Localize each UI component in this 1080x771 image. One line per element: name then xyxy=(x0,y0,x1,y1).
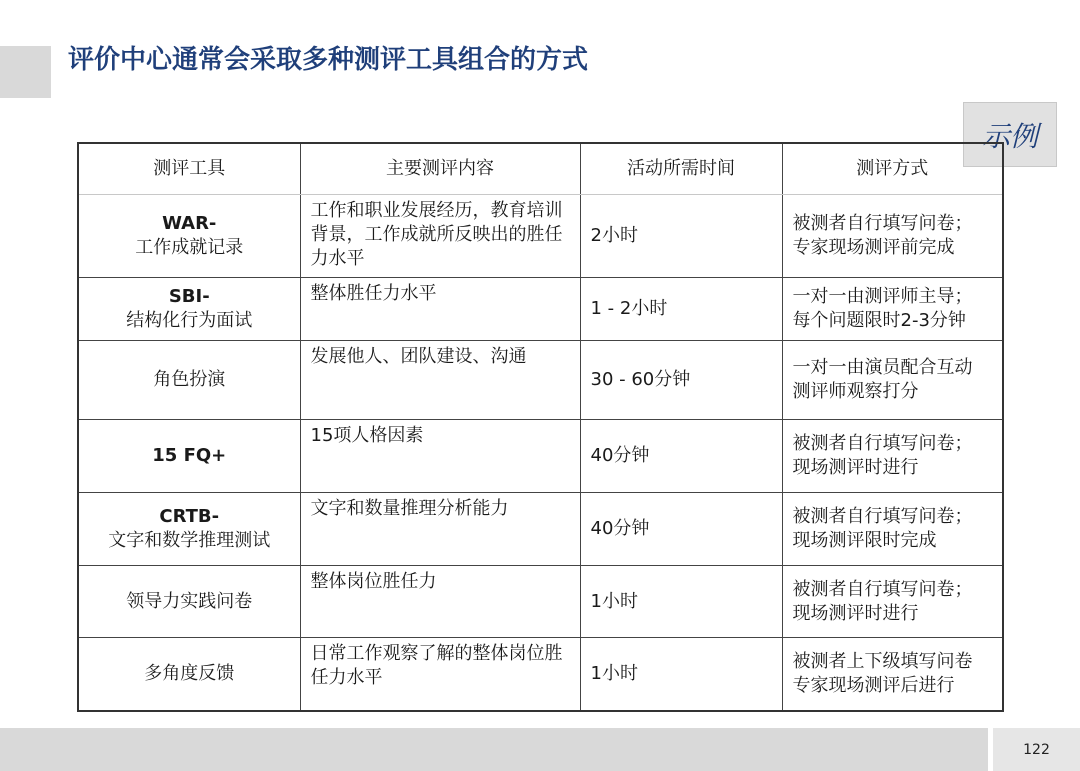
method-line: 专家现场测评前完成 xyxy=(792,237,955,258)
tool-cell xyxy=(78,420,300,493)
method-line: 一对一由演员配合互动 xyxy=(792,357,973,378)
content-cell: 工作和职业发展经历，教育培训背景，工作成就所反映出的胜任力水平 xyxy=(300,195,580,278)
method-line: 现场测评时进行 xyxy=(792,457,919,478)
tool-name: CRTB- xyxy=(159,506,220,527)
table-row xyxy=(78,420,1003,493)
tool-name-detail: 文字和数学推理测试 xyxy=(108,530,271,551)
method-cell xyxy=(782,638,1003,711)
tool-name: SBI- xyxy=(168,286,210,307)
table-row xyxy=(78,493,1003,566)
header-tool: 测评工具 xyxy=(78,143,300,195)
method-line: 测评师观察打分 xyxy=(792,381,919,402)
assessment-tools-table xyxy=(77,142,1004,712)
tool-name: WAR- xyxy=(162,213,217,234)
header-time: 活动所需时间 xyxy=(580,143,782,195)
tool-cell xyxy=(78,566,300,638)
content-cell: 整体岗位胜任力 xyxy=(300,566,580,638)
time-cell: 1小时 xyxy=(580,638,782,711)
method-line: 一对一由测评师主导； xyxy=(792,286,973,307)
time-cell: 40分钟 xyxy=(580,420,782,493)
tool-cell xyxy=(78,638,300,711)
header-content: 主要测评内容 xyxy=(300,143,580,195)
method-line: 被测者自行填写问卷； xyxy=(792,578,973,600)
content-cell: 15项人格因素 xyxy=(300,420,580,493)
time-cell: 1 - 2小时 xyxy=(580,278,782,341)
method-line: 每个问题限时2-3分钟 xyxy=(792,310,966,331)
corner-accent-block xyxy=(0,46,51,98)
time-cell: 2小时 xyxy=(580,195,782,278)
method-cell xyxy=(782,493,1003,566)
table-row xyxy=(78,341,1003,420)
header-method: 测评方式 xyxy=(782,143,1003,195)
tool-cell xyxy=(78,493,300,566)
method-line: 被测者自行填写问卷； xyxy=(792,506,973,527)
table-row xyxy=(78,195,1003,278)
tool-name: 15 FQ+ xyxy=(152,445,227,466)
method-line: 现场测评限时完成 xyxy=(792,530,937,551)
time-cell: 30 - 60分钟 xyxy=(580,341,782,420)
method-line: 被测者上下级填写问卷 xyxy=(792,650,973,672)
method-line: 被测者自行填写问卷； xyxy=(792,213,973,234)
content-cell: 发展他人、团队建设、沟通 xyxy=(300,341,580,420)
table-header-row xyxy=(78,143,1003,195)
tool-name: 领导力实践问卷 xyxy=(126,590,253,612)
method-cell xyxy=(782,341,1003,420)
method-line: 专家现场测评后进行 xyxy=(792,674,955,696)
page-title: 评价中心通常会采取多种测评工具组合的方式 xyxy=(68,45,589,75)
method-line: 被测者自行填写问卷； xyxy=(792,433,973,454)
tool-name-detail: 工作成就记录 xyxy=(135,237,244,258)
method-line: 现场测评时进行 xyxy=(792,602,919,624)
tool-name-detail: 结构化行为面试 xyxy=(126,310,253,331)
table-row xyxy=(78,638,1003,711)
method-cell xyxy=(782,420,1003,493)
tool-cell xyxy=(78,341,300,420)
content-cell: 整体胜任力水平 xyxy=(300,278,580,341)
table-row xyxy=(78,278,1003,341)
time-cell: 40分钟 xyxy=(580,493,782,566)
method-cell xyxy=(782,566,1003,638)
tool-name: 角色扮演 xyxy=(153,369,226,390)
method-cell xyxy=(782,278,1003,341)
content-cell: 日常工作观察了解的整体岗位胜任力水平 xyxy=(300,638,580,711)
table-row xyxy=(78,566,1003,638)
page-number: 122 xyxy=(993,728,1080,771)
tool-cell xyxy=(78,195,300,278)
tool-cell xyxy=(78,278,300,341)
footer-bar xyxy=(0,728,988,771)
method-cell xyxy=(782,195,1003,278)
time-cell: 1小时 xyxy=(580,566,782,638)
tool-name: 多角度反馈 xyxy=(144,662,235,684)
example-tag: 示例 xyxy=(963,102,1057,167)
content-cell: 文字和数量推理分析能力 xyxy=(300,493,580,566)
